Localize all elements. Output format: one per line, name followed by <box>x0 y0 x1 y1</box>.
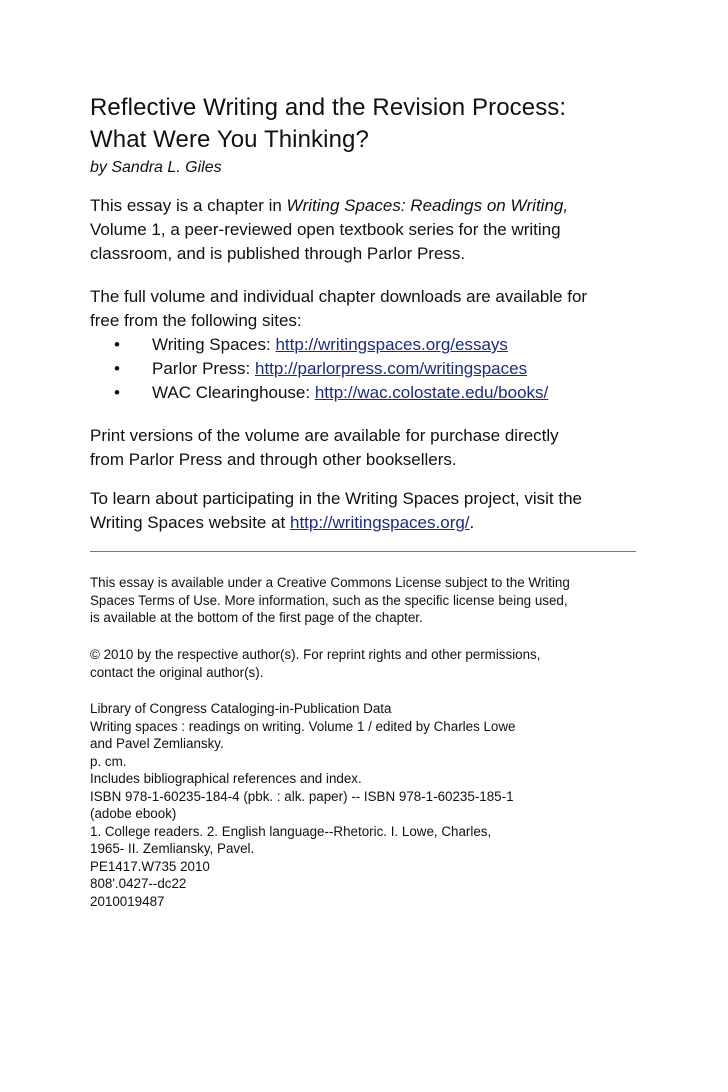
catalog-line: Includes bibliographical references and index. <box>90 771 362 786</box>
print-versions-paragraph <box>90 424 559 472</box>
intro-prefix: This essay is a chapter in <box>90 196 287 215</box>
catalog-line: ISBN 978-1-60235-184-4 (pbk. : alk. paper) -- ISBN 978-1-60235-185-1 <box>90 788 514 804</box>
catalog-line: 1965- II. Zemliansky, Pavel. <box>90 841 255 856</box>
title-line-1: Reflective Writing and the Revision Process: <box>90 94 567 121</box>
catalog-line: Writing spaces : readings on writing. Volume 1 / edited by Charles Lowe <box>90 718 516 734</box>
download-sites-list <box>90 333 548 405</box>
writing-spaces-essays-link[interactable]: http://writingspaces.org/essays <box>275 335 508 354</box>
intro-line-2: Volume 1, a peer-reviewed open textbook series for the writing <box>90 220 561 239</box>
downloads-line-2: free from the following sites: <box>90 311 302 330</box>
site-label: Writing Spaces: <box>152 335 276 354</box>
catalog-line: 1. College readers. 2. English language--Rhetoric. I. Lowe, Charles, <box>90 823 492 839</box>
copyright-line: contact the original author(s). <box>90 664 264 680</box>
catalog-line: 808'.0427--dc22 <box>90 876 187 891</box>
license-line: Spaces Terms of Use. More information, such as the specific license being used, <box>90 592 568 608</box>
author-byline: by Sandra L. Giles <box>90 159 222 176</box>
cataloging-data <box>90 700 516 910</box>
bullet-icon: • <box>114 383 120 402</box>
catalog-line: (adobe ebook) <box>90 806 177 821</box>
section-divider <box>90 551 636 552</box>
bullet-icon: • <box>114 359 120 378</box>
print-line-1: Print versions of the volume are available for purchase directly <box>90 426 559 445</box>
title-line-2: What Were You Thinking? <box>90 126 369 153</box>
catalog-line: p. cm. <box>90 753 127 769</box>
wac-clearinghouse-link[interactable]: http://wac.colostate.edu/books/ <box>314 383 549 402</box>
participation-paragraph <box>90 487 582 535</box>
list-item <box>90 357 548 381</box>
catalog-line: 2010019487 <box>90 893 165 909</box>
participation-line-1: To learn about participating in the Writing Spaces project, visit the <box>90 489 583 508</box>
site-label: Parlor Press: <box>152 359 255 378</box>
catalog-line: and Pavel Zemliansky. <box>90 736 224 751</box>
intro-line-3: classroom, and is published through Parlor Press. <box>90 244 466 263</box>
parlor-press-link[interactable]: http://parlorpress.com/writingspaces <box>254 359 528 378</box>
chapter-intro-paragraph <box>90 194 568 266</box>
license-notice <box>90 574 570 627</box>
writing-spaces-website-link[interactable]: http://writingspaces.org/ <box>290 513 470 532</box>
list-item <box>90 333 548 357</box>
catalog-line: PE1417.W735 2010 <box>90 858 210 874</box>
list-item <box>90 381 548 405</box>
copyright-line: © 2010 by the respective author(s). For reprint rights and other permissions, <box>90 647 541 662</box>
participation-prefix: Writing Spaces website at <box>90 513 290 532</box>
license-line: is available at the bottom of the first page of the chapter. <box>90 610 423 625</box>
print-line-2: from Parlor Press and through other booksellers. <box>90 450 457 469</box>
copyright-notice <box>90 646 540 681</box>
bullet-icon: • <box>114 335 120 354</box>
downloads-paragraph <box>90 285 587 333</box>
book-title: Writing Spaces: Readings on Writing, <box>286 196 569 215</box>
page-title <box>90 92 566 156</box>
downloads-line-1: The full volume and individual chapter downloads are available for <box>90 287 588 306</box>
license-line: This essay is available under a Creative Commons License subject to the Writing <box>90 575 570 590</box>
participation-suffix: . <box>469 513 475 532</box>
site-label: WAC Clearinghouse: <box>152 383 315 402</box>
catalog-line: Library of Congress Cataloging-in-Publication Data <box>90 701 392 716</box>
